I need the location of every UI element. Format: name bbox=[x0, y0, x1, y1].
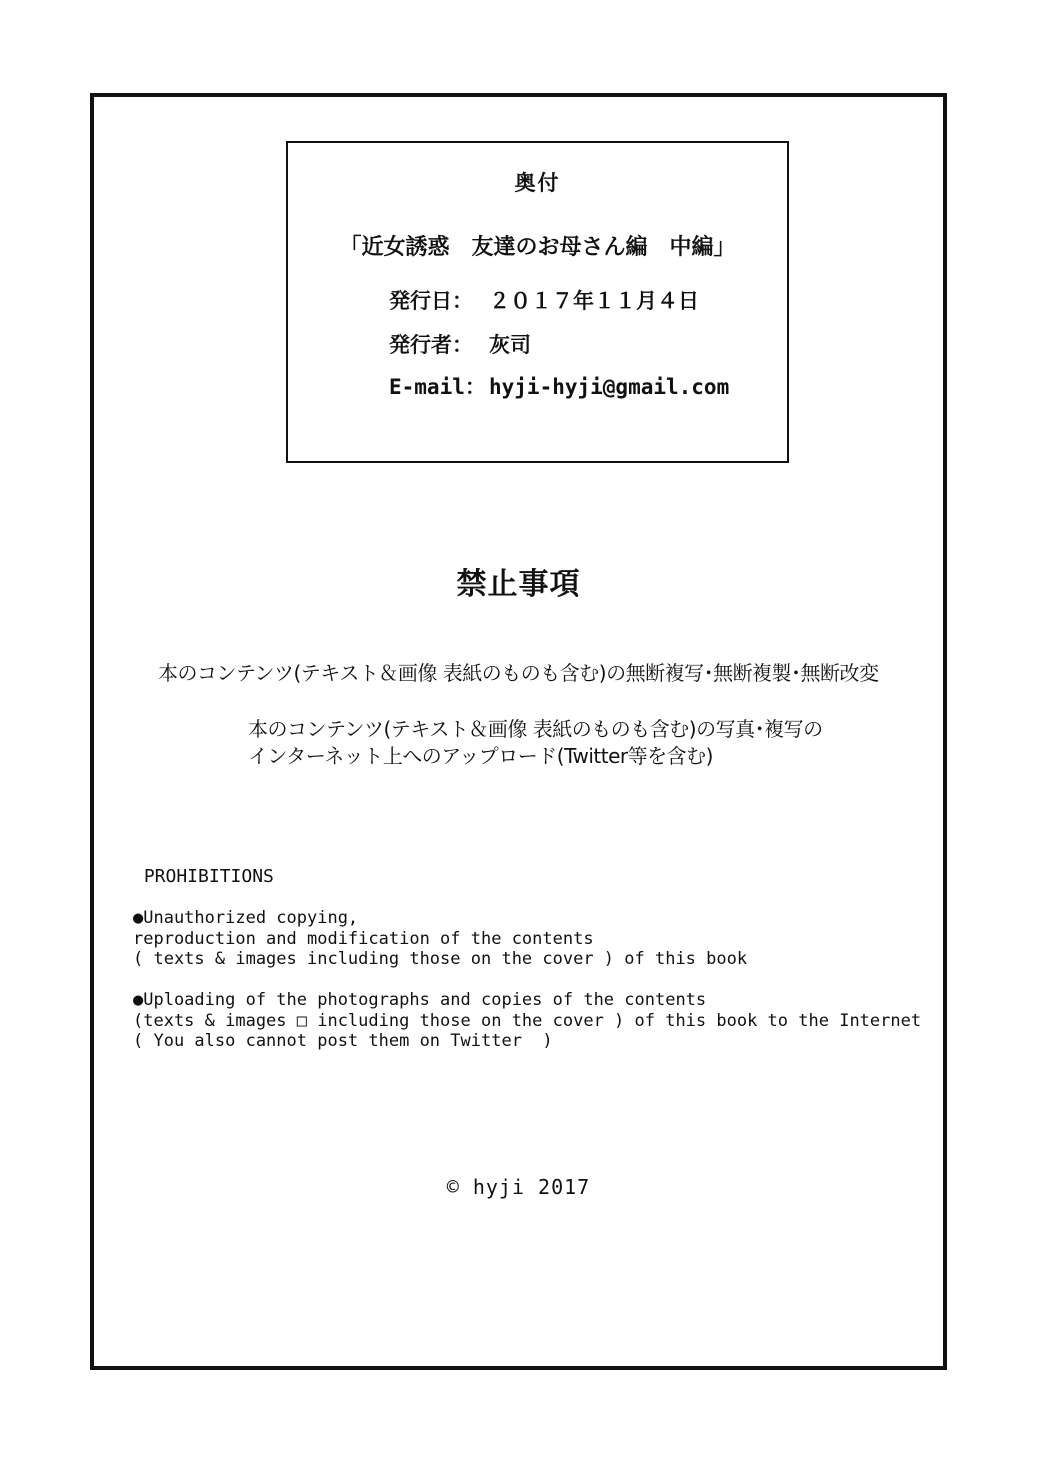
prohibitions-ja-item2 bbox=[248, 716, 823, 770]
prohibitions-en-spacer bbox=[133, 970, 921, 991]
prohibitions-ja-item1: 本のコンテンツ(テキスト＆画像 表紙のものも含む)の無断複写･無断複製･無断改変 bbox=[158, 661, 879, 685]
publisher-row bbox=[389, 329, 531, 359]
publish-date-row bbox=[389, 285, 699, 315]
prohibitions-en-item1-line2: reproduction and modification of the contents bbox=[133, 928, 594, 949]
prohibitions-en-item1-line1: ●Unauthorized copying, bbox=[133, 908, 359, 928]
email-label: E-mail： bbox=[389, 375, 486, 399]
prohibitions-en-item2-line1: ●Uploading of the photographs and copies of the contents bbox=[133, 990, 707, 1010]
colophon-box bbox=[286, 141, 789, 463]
book-title: 「近女誘惑 友達のお母さん編 中編」 bbox=[339, 235, 736, 260]
email-row bbox=[389, 371, 729, 401]
copyright-line: © hyji 2017 bbox=[446, 1175, 591, 1199]
publish-date-value: ２０１７年１１月４日 bbox=[489, 289, 699, 313]
publisher-label: 発行者： bbox=[389, 333, 473, 357]
prohibitions-en-item1-line3: ( texts & images including those on the cover ) of this book bbox=[133, 949, 748, 969]
email-value: hyji-hyji@gmail.com bbox=[489, 375, 730, 399]
prohibitions-en-heading: PROHIBITIONS bbox=[133, 866, 274, 887]
prohibitions-en-spacer bbox=[133, 888, 921, 909]
prohibitions-ja-item2-line2: インターネット上へのアップロード(Twitter等を含む) bbox=[248, 744, 713, 768]
prohibitions-ja-heading: 禁止事項 bbox=[456, 567, 581, 602]
prohibitions-en-block bbox=[133, 867, 921, 1052]
page-border-frame bbox=[90, 93, 947, 1370]
publish-date-label: 発行日： bbox=[389, 289, 473, 313]
prohibitions-en-item2-line2: (texts & images □ including those on the cover ) of this book to the Internet bbox=[133, 1010, 922, 1031]
prohibitions-en-item2-line3: ( You also cannot post them on Twitter ) bbox=[133, 1031, 553, 1051]
colophon-heading: 奥付 bbox=[514, 171, 561, 195]
prohibitions-ja-item2-line1: 本のコンテンツ(テキスト＆画像 表紙のものも含む)の写真･複写の bbox=[248, 717, 823, 741]
publisher-value: 灰司 bbox=[489, 333, 531, 357]
